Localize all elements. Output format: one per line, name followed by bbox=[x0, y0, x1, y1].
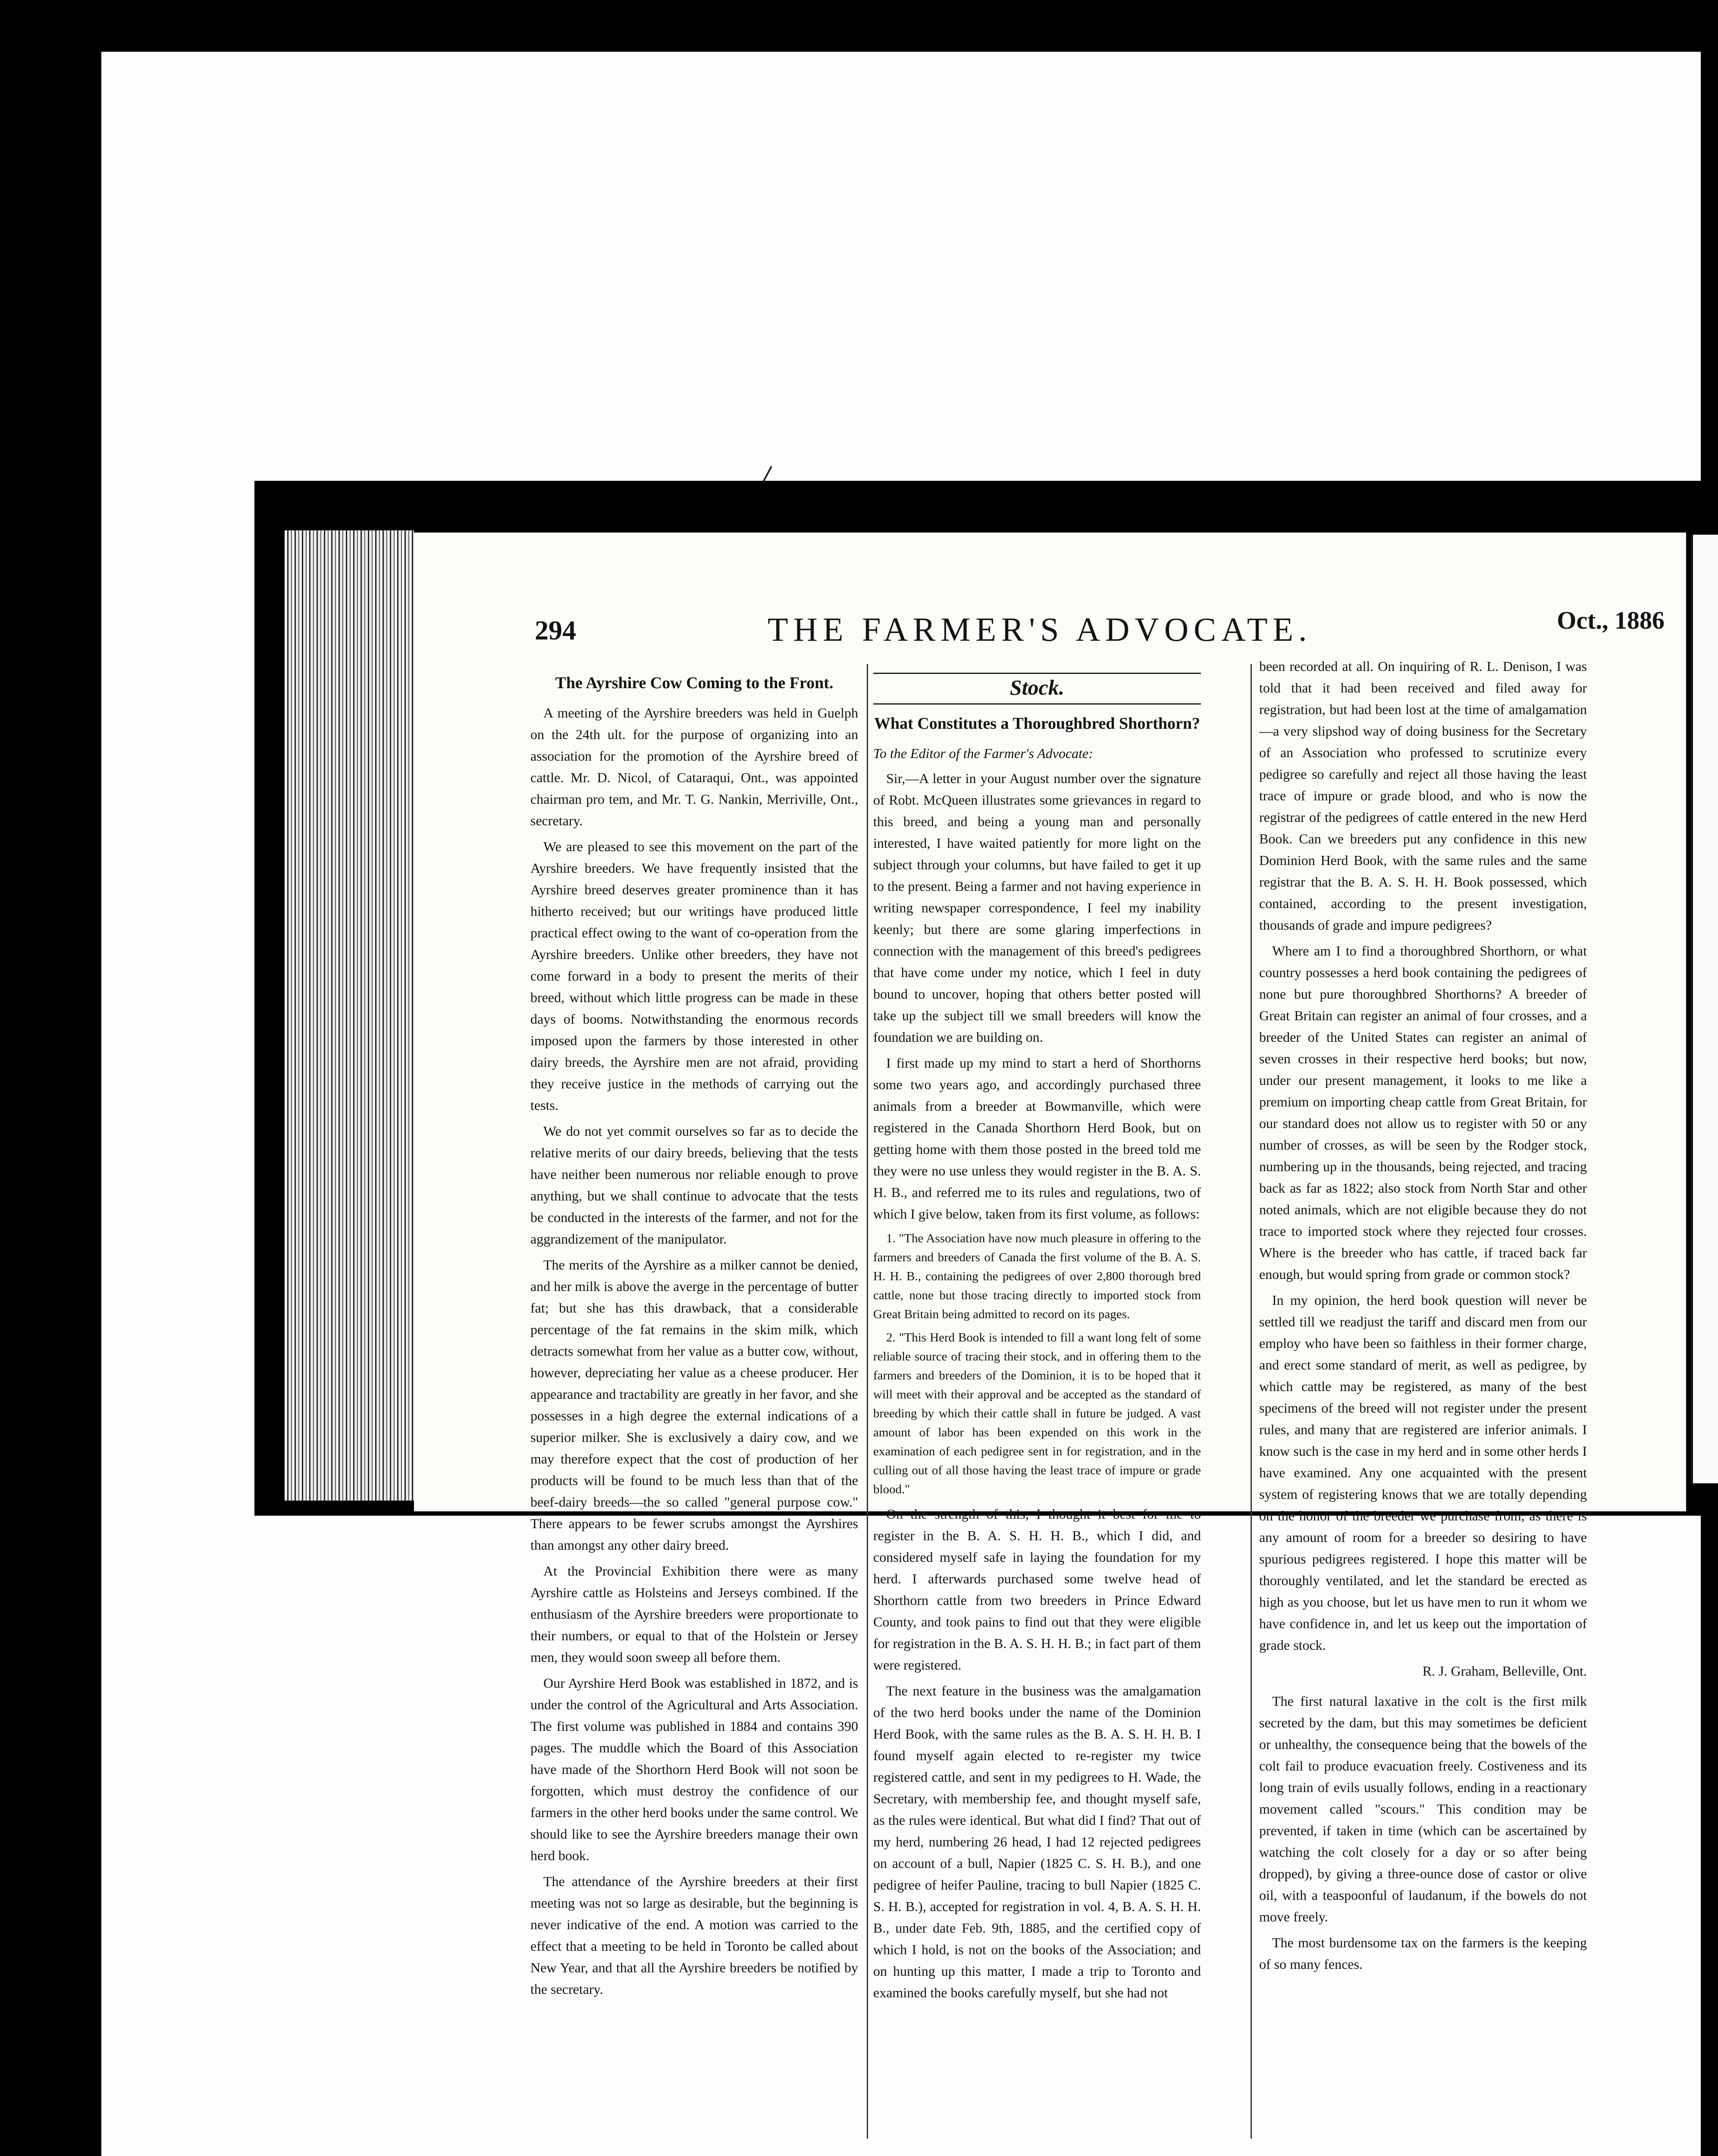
article-paragraph: The next feature in the business was the amalgamation of the two herd books under the name of the Dominion Herd Book, with the same rules as the B. A. S. H. H. B. I found myself again elected to re-register my twice registered cattle, and sent in my pedigrees to H. Wade, the Secretary, with membership fee, and thought myself safe, as the rules were identical. But what did I find? That out of my herd, numbering 26 head, I had 12 rejected pedigrees on account of a bull, Napier (1825 C. S. H. B.), and one pedigree of heifer Pauline, tracing to bull Napier (1825 C. S. H. B.), accepted for registration in vol. 4, B. A. S. H. H. B., under date Feb. 9th, 1885, and the certified copy of which I hold, is not on the books of the Association; and on hunting up this matter, I made a trip to Toronto and examined the books carefully myself, but she had not bbox=[873, 1683, 1201, 2000]
article-paragraph: The attendance of the Ayrshire breeders at their first meeting was not so large as desirable, but the beginning is never indicative of the end. A motion was carried to the effect that a meeting to be held in Toronto be called about New Year, and that all the Ayrshire breeders be notified by the secretary. bbox=[530, 1874, 858, 1997]
film-border-left bbox=[0, 0, 101, 2156]
page-header bbox=[535, 602, 1665, 649]
article-shorthorn-column bbox=[873, 673, 1201, 2139]
article-paragraph: I first made up my mind to start a herd of Shorthorns some two years ago, and accordingly purchased three animals from a breeder at Bowmanville, which were registered in the Canada Shorthorn Herd Book, but on getting home with them those posted in the breed told me they were no use unless they would register in the B. A. S. H. B., and referred me to its rules and regulations, two of which I give below, taken from its first volume, as follows: bbox=[873, 1055, 1201, 1222]
film-border-top bbox=[0, 0, 1718, 52]
article-paragraph: The most burdensome tax on the farmers is the keeping of so many fences. bbox=[1259, 1935, 1587, 1972]
book-page-edges bbox=[285, 530, 414, 1501]
letter-salutation: To the Editor of the Farmer's Advocate: bbox=[873, 746, 1093, 761]
article-paragraph: The first natural laxative in the colt is the first milk secreted by the dam, but this may sometimes be deficient or unhealthy, the consequence being that the bowels of the colt fail to produce evacuation freely. Costiveness and its long train of evils usually follows, ending in a reactionary movement called "scours." This condition may be prevented, if taken in time (which can be ascertained by watching the colt closely for a day or so after being dropped), by giving a three-ounce dose of castor or olive oil, with a teaspoonful of laudanum, if the bowels do not move freely. bbox=[1259, 1693, 1587, 1924]
article-paragraph: The merits of the Ayrshire as a milker cannot be denied, and her milk is above the averge in the percentage of butter fat; but she has this drawback, that a considerable percentage of the fat remains in the skim milk, which detracts somewhat from her value as a butter cow, without, however, depreciating her value as a cheese producer. Her appearance and tractability are greatly in her favor, and she possesses in a high degree the external indications of a superior milker. She is exclusively a dairy cow, and we may therefore expect that the cost of production of her products will be found to be much less than that of the beef-dairy breeds—the so called "general purpose cow." There appears to be fewer scrubs amongst the Ayrshires than amongst any other dairy breed. bbox=[530, 1257, 858, 1553]
letter-signature: R. J. Graham, Belleville, Ont. bbox=[1422, 1663, 1587, 1679]
facing-page-edge bbox=[1690, 535, 1718, 1483]
quoted-rule: 2. "This Herd Book is intended to fill a want long felt of some reliable source of tracing their stock, and in offering them to the farmers and breeders of the Dominion, it is to be hoped that it will meet with their approval and be accepted as the standard of breeding by which their cattle shall in future be judged. A vast amount of labor has been expended on this work in the examination of each pedigree sent in for registration, and in the culling out of all those having the least trace of impure or grade blood." bbox=[873, 1331, 1201, 1496]
article-paragraph: We are pleased to see this movement on the part of the Ayrshire breeders. We have frequently insisted that the Ayrshire breed deserves greater prominence than it has hitherto received; but our writings have produced little practical effect owing to the want of co-operation from the Ayrshire breeders. Unlike other breeders, they have not come forward in a body to present the merits of their breed, without which little progress can be made in these days of booms. Notwithstanding the enormous records imposed upon the farmers by those interested in other dairy breeds, the Ayrshire men are not afraid, providing they receive justice in the methods of carrying out the tests. bbox=[530, 839, 858, 1113]
article-paragraph: been recorded at all. On inquiring of R. L. Denison, I was told that it had been received and filed away for registration, but had been lost at the time of amalgamation—a very slipshod way of doing business for the Secretary of an Association who professed to scrutinize every pedigree so carefully and reject all those having the least trace of impure or grade blood, and who is now the registrar of the pedigrees of cattle entered in the new Herd Book. Can we breeders put any confidence in this new Dominion Herd Book, with the same rules and the same registrar that the B. A. S. H. H. Book possessed, which contained, according to the present investigation, thousands of grade and impure pedigrees? bbox=[1259, 658, 1587, 933]
section-banner bbox=[873, 673, 1201, 705]
article-paragraph: On the strength of this, I thought it best for me to register in the B. A. S. H. H. B., which I did, and considered myself safe in laying the foundation for my herd. I afterwards purchased some twelve head of Shorthorn cattle from two breeders in Prince Edward County, and took pains to find out that they were eligible for registration in the B. A. S. H. H. B.; in fact part of them were registered. bbox=[873, 1506, 1201, 1673]
article-paragraph: Sir,—A letter in your August number over the signature of Robt. McQueen illustrates some grievances in regard to this breed, and being a young man and personally interested, I have waited patiently for more light on the subject through your columns, but have failed to get it up to the present. Being a farmer and not having experience in writing newspaper correspondence, I feel my inability keenly; but there are some glaring imperfections in connection with the management of this breed's pedigrees that have come under my notice, which I feel in duty bound to uncover, hoping that others better posted will take up the subject till we small breeders will know the foundation we are building on. bbox=[873, 771, 1201, 1045]
article-paragraph: In my opinion, the herd book question will never be settled till we readjust the tariff and discard men from our employ who have been so faithless in their former charge, and erect some standard of merit, as well as pedigree, by which cattle may be registered, as many of the best specimens of the breed will not register under the present rules, and many that are registered are inferior animals. I know such is the case in my herd and in some other herds I have examined. Any one acquainted with the present system of registering knows that we are totally depending on the honor of the breeder we purchase from, as there is any amount of room for a breeder so desiring to have spurious pedigrees registered. I hope this matter will be thoroughly ventilated, and let the standard be erected as high as you choose, but let us have men to run it whom we have confidence in, and let us keep out the importation of grade stock. bbox=[1259, 1292, 1587, 1653]
quoted-rule: 1. "The Association have now much pleasure in offering to the farmers and breeders of Canada the first volume of the B. A. S. H. H. B., containing the pedigrees of over 2,800 thorough bred cattle, none but those tracing directly to imported stock from Great Britain being admitted to record on its pages. bbox=[873, 1232, 1201, 1321]
section-title: Stock. bbox=[1009, 675, 1065, 699]
article-heading: What Constitutes a Thoroughbred Shorthorn? bbox=[874, 714, 1200, 733]
article-continuation-column bbox=[1259, 655, 1587, 2122]
column-rule bbox=[1251, 664, 1252, 2139]
article-paragraph: A meeting of the Ayrshire breeders was held in Guelph on the 24th ult. for the purpose of organizing into an association for the promotion of the Ayrshire breed of cattle. Mr. D. Nicol, of Cataraqui, Ont., was appointed chairman pro tem, and Mr. T. G. Nankin, Merriville, Ont., secretary. bbox=[530, 705, 858, 828]
article-paragraph: At the Provincial Exhibition there were as many Ayrshire cattle as Holsteins and Jerseys combined. If the enthusiasm of the Ayrshire breeders were proportionate to their numbers, or equal to that of the Holstein or Jersey men, they would soon sweep all before them. bbox=[530, 1563, 858, 1665]
column-rule bbox=[867, 664, 868, 2139]
article-paragraph: Where am I to find a thoroughbred Shorthorn, or what country possesses a herd book containing the pedigrees of none but pure thoroughbred Shorthorns? A breeder of Great Britain can register an animal of four crosses, and a breeder of the United States can register an animal of seven crosses in their respective herd books; but now, under our present management, it looks to me like a premium on importing cheap cattle from Great Britain, for our standard does not allow us to register with 50 or any number of crosses, as will be seen by the Rodger stock, numbering up in the thousands, being rejected, and tracing back as far as 1822; also stock from North Star and other noted animals, which are not eligible because they do not trace to imported stock where they rejected four crosses. Where is the breeder who has cattle, if traced back far enough, but would spring from grade or common stock? bbox=[1259, 943, 1587, 1282]
article-heading: The Ayrshire Cow Coming to the Front. bbox=[555, 674, 834, 692]
article-paragraph: We do not yet commit ourselves so far as to decide the relative merits of our dairy breeds, believing that the tests have neither been numerous nor reliable enough to prove anything, but we shall continue to advocate that the tests be conducted in the interests of the farmer, and not for the aggrandizement of the manipulator. bbox=[530, 1123, 858, 1247]
issue-date: Oct., 1886 bbox=[1557, 606, 1665, 634]
article-paragraph: Our Ayrshire Herd Book was established in 1872, and is under the control of the Agricultural and Arts Association. The first volume was published in 1884 and contains 390 pages. The muddle which the Board of this Association have made of the Shorthorn Herd Book will not soon be forgotten, which must destroy the confidence of our farmers in the other herd books under the same control. We should like to see the Ayrshire breeders manage their own herd book. bbox=[530, 1675, 858, 1863]
page-number: 294 bbox=[535, 615, 576, 646]
journal-title: THE FARMER'S ADVOCATE. bbox=[768, 611, 1312, 648]
article-ayrshire-column bbox=[530, 673, 858, 2139]
